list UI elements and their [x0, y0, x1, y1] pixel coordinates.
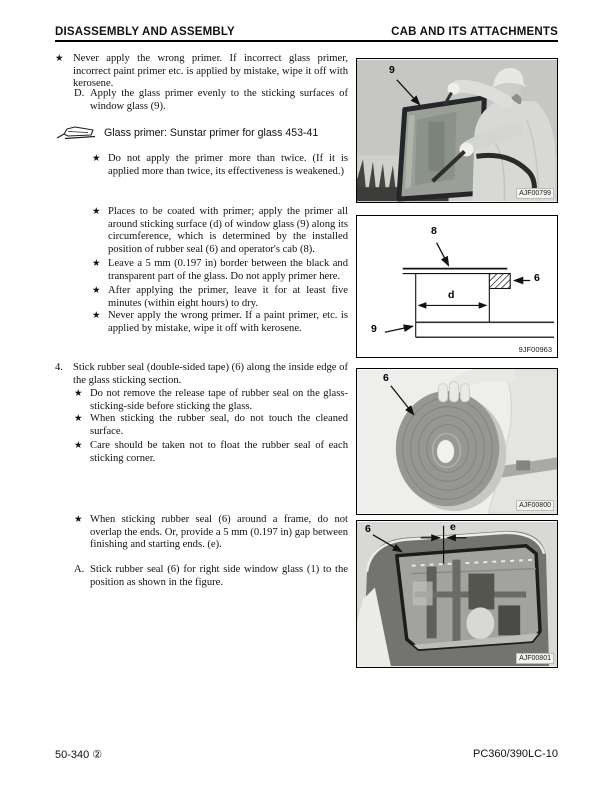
figure-primer-application-photo: [356, 58, 558, 203]
fig2-label-cab: 8: [431, 225, 437, 237]
step-text: Stick rubber seal (6) for right side window glass (1) to the position as shown in the figure.: [90, 564, 348, 588]
star-bullet: ★: [92, 154, 101, 164]
note-primer-border: [92, 258, 348, 283]
star-bullet: ★: [74, 414, 83, 424]
item-number: 4.: [55, 362, 63, 373]
note-text: Care should be taken not to float the rubber seal of each sticking corner.: [90, 440, 348, 464]
note-overlap-ends: [74, 514, 348, 552]
adhesive-spec-line: [55, 125, 348, 141]
note-text: Do not remove the release tape of rubber seal on the glass-sticking-side before sticking the glass.: [90, 388, 348, 412]
note-text: Leave a 5 mm (0.197 in) border between the black and transparent part of the glass. Do not apply primer here.: [108, 258, 348, 282]
primer-area-diagram: [357, 216, 557, 357]
note-text: Do not apply the primer more than twice. (If it is applied more than twice, its effectiveness is weakened.): [108, 153, 348, 177]
star-bullet: ★: [74, 389, 83, 399]
item-letter: A.: [74, 564, 85, 575]
note-float-corner: [74, 440, 348, 465]
rubber-seal-hatched: [489, 274, 510, 289]
note-clean-surface: [74, 413, 348, 438]
note-wrong-primer: [92, 310, 348, 335]
header-section-title: DISASSEMBLY AND ASSEMBLY: [55, 26, 235, 38]
cab-window-illustration: [357, 521, 557, 667]
page-number: 50-340 ②: [55, 749, 103, 761]
page-header: [55, 26, 558, 42]
fig2-code: 9JF00963: [518, 345, 552, 354]
header-chapter-title: CAB AND ITS ATTACHMENTS: [391, 26, 558, 38]
step-a-item: [74, 564, 348, 589]
star-bullet: ★: [74, 515, 83, 525]
fig1-label-glass: 9: [389, 64, 395, 76]
fig3-label-seal: 6: [383, 372, 389, 384]
step-text: Stick rubber seal (double-sided tape) (6) along the inside edge of the glass sticking section.: [73, 362, 348, 386]
note-text: Places to be coated with primer; apply the primer all around sticking surface (d) of window glass (9) along its circumference, which is determined by the installed position of rubber seal (6) and operator's cab (8).: [108, 206, 348, 256]
fig4-code: AJF00801: [516, 653, 554, 664]
star-bullet: ★: [92, 286, 101, 296]
step-4-item: [55, 362, 348, 387]
fig2-label-dim: d: [448, 289, 455, 301]
note-text: After applying the primer, leave it for at least five minutes (within eight hours) to dry.: [108, 285, 348, 309]
note-primer-dry: [92, 285, 348, 310]
figure-primer-area-diagram: [356, 215, 558, 358]
note-text: When sticking rubber seal (6) around a frame, do not overlap the ends. Or, provide a 5 mm (0.197 in) gap between finishing and starting ends. (e).: [90, 514, 348, 551]
star-bullet: ★: [55, 54, 64, 64]
note-text: Never apply the wrong primer. If incorrect glass primer, incorrect paint primer etc. is applied by mistake, wipe it off with kerosene.: [73, 53, 348, 90]
note-text: Never apply the wrong primer. If a paint primer, etc. is applied by mistake, wipe it off with kerosene.: [108, 310, 348, 334]
note-primer-places: [92, 206, 348, 257]
step-text: Apply the glass primer evenly to the sticking surfaces of window glass (9).: [90, 88, 348, 112]
worker-body-shape: [472, 100, 555, 201]
fig2-label-glass: 9: [371, 323, 377, 335]
star-bullet: ★: [74, 441, 83, 451]
fig4-label-gap: e: [450, 521, 456, 533]
note-text: When sticking the rubber seal, do not touch the cleaned surface.: [90, 413, 348, 437]
step-d-item: [74, 88, 348, 113]
model-number: PC360/390LC-10: [472, 748, 558, 760]
fig3-code: AJF00800: [516, 500, 554, 511]
figure-cab-window-photo: [356, 520, 558, 668]
figure-seal-tape-roll-photo: [356, 368, 558, 515]
note-release-tape: [74, 388, 348, 413]
star-bullet: ★: [92, 311, 101, 321]
page-footer: [55, 748, 558, 761]
adhesive-spec-text: Glass primer: Sunstar primer for glass 453-41: [104, 127, 319, 140]
star-bullet: ★: [92, 207, 101, 217]
note-primer-twice: [92, 153, 348, 178]
fig4-label-seal: 6: [365, 523, 371, 535]
primer-application-illustration: [357, 59, 557, 202]
adhesive-gun-icon: [55, 125, 97, 141]
item-letter: D.: [74, 88, 85, 99]
fig1-code: AJF00799: [516, 188, 554, 199]
warning-note-primer: [55, 53, 348, 91]
tape-roll-hole: [437, 440, 455, 464]
tape-roll-illustration: [357, 369, 557, 514]
star-bullet: ★: [92, 259, 101, 269]
fig2-label-seal: 6: [534, 272, 540, 284]
